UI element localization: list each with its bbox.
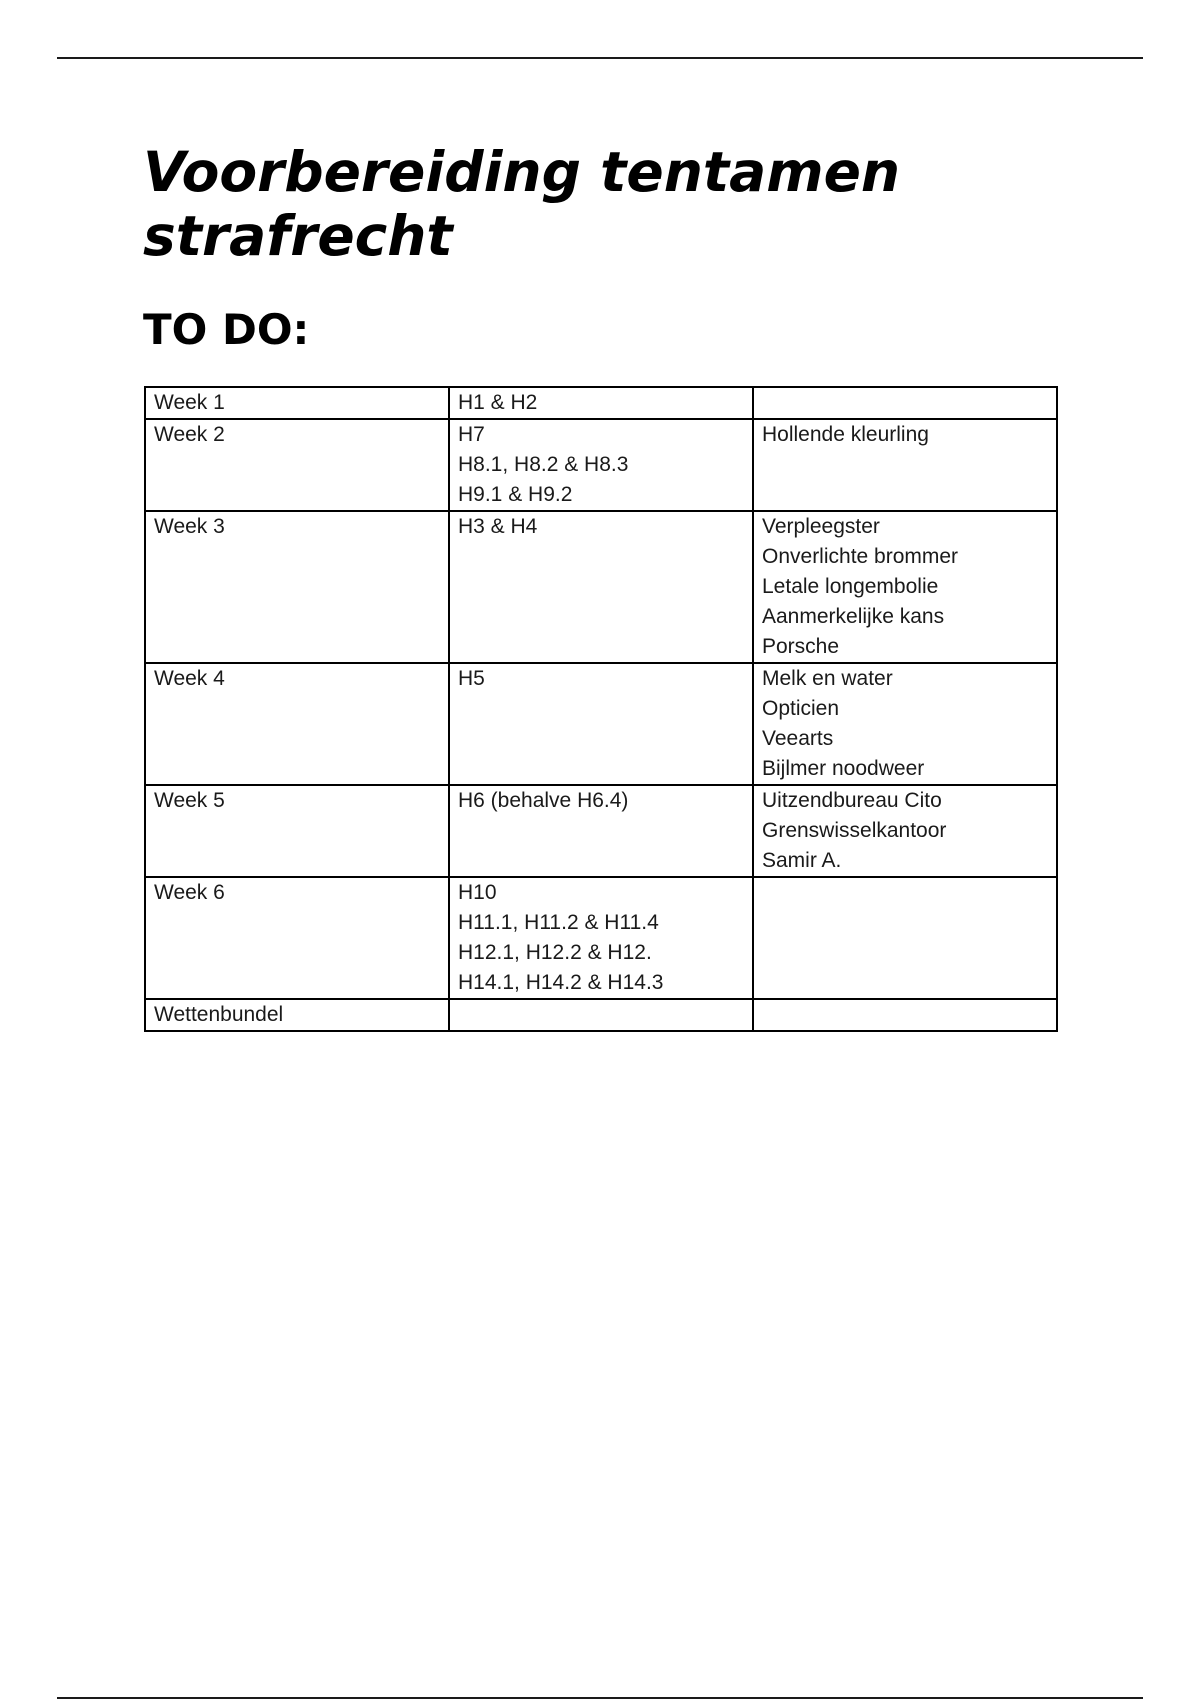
todo-heading: TO DO: xyxy=(143,305,310,354)
chapters-cell xyxy=(449,387,753,419)
cases-cell xyxy=(753,419,1057,511)
footer-rule xyxy=(57,1697,1143,1699)
week-cell xyxy=(145,663,449,785)
chapter-item: H5 xyxy=(458,667,485,690)
week-label: Week 5 xyxy=(154,789,225,812)
week-label: Week 1 xyxy=(154,391,225,414)
week-label: Week 3 xyxy=(154,515,225,538)
case-item: Onverlichte brommer xyxy=(762,545,959,568)
chapters-cell xyxy=(449,877,753,999)
table-row xyxy=(145,511,1057,663)
chapters-cell xyxy=(449,999,753,1031)
week-cell xyxy=(145,785,449,877)
case-item: Porsche xyxy=(762,635,840,658)
case-item: Melk en water xyxy=(762,667,893,690)
week-label: Week 4 xyxy=(154,667,225,690)
cases-cell xyxy=(753,387,1057,419)
case-item: Uitzendbureau Cito xyxy=(762,789,942,812)
week-cell xyxy=(145,419,449,511)
table-row xyxy=(145,419,1057,511)
week-label: Week 2 xyxy=(154,423,225,446)
document-title: Voorbereiding tentamen strafrecht xyxy=(143,140,901,268)
chapters-cell xyxy=(449,785,753,877)
cases-cell xyxy=(753,999,1057,1031)
table-row xyxy=(145,999,1057,1031)
case-item: Bijlmer noodweer xyxy=(762,757,925,780)
table-row xyxy=(145,387,1057,419)
case-item: Veearts xyxy=(762,727,834,750)
week-label: Week 6 xyxy=(154,881,225,904)
week-cell xyxy=(145,999,449,1031)
week-cell xyxy=(145,511,449,663)
cases-cell xyxy=(753,785,1057,877)
case-item: Opticien xyxy=(762,697,840,720)
header-rule xyxy=(57,57,1143,59)
week-cell xyxy=(145,877,449,999)
week-label: Wettenbundel xyxy=(154,1003,284,1026)
todo-table xyxy=(144,386,1058,1032)
chapters-cell xyxy=(449,419,753,511)
table-row xyxy=(145,663,1057,785)
case-item: Verpleegster xyxy=(762,515,880,538)
cases-cell xyxy=(753,511,1057,663)
chapter-item: H14.1, H14.2 & H14.3 xyxy=(458,971,664,994)
chapter-item: H3 & H4 xyxy=(458,515,538,538)
cases-cell xyxy=(753,663,1057,785)
case-item: Letale longembolie xyxy=(762,575,939,598)
chapter-item: H7 xyxy=(458,423,485,446)
case-item: Aanmerkelijke kans xyxy=(762,605,945,628)
chapter-item: H10 xyxy=(458,881,497,904)
chapter-item: H12.1, H12.2 & H12. xyxy=(458,941,652,964)
chapter-item: H6 (behalve H6.4) xyxy=(458,789,629,812)
chapter-item: H1 & H2 xyxy=(458,391,538,414)
cases-cell xyxy=(753,877,1057,999)
table-row xyxy=(145,877,1057,999)
week-cell xyxy=(145,387,449,419)
chapter-item: H11.1, H11.2 & H11.4 xyxy=(458,911,659,934)
case-item: Hollende kleurling xyxy=(762,423,929,446)
chapter-item: H9.1 & H9.2 xyxy=(458,483,573,506)
chapters-cell xyxy=(449,663,753,785)
case-item: Grenswisselkantoor xyxy=(762,819,947,842)
case-item: Samir A. xyxy=(762,849,842,872)
chapter-item: H8.1, H8.2 & H8.3 xyxy=(458,453,629,476)
table-row xyxy=(145,785,1057,877)
todo-table-body xyxy=(145,387,1057,1031)
chapters-cell xyxy=(449,511,753,663)
